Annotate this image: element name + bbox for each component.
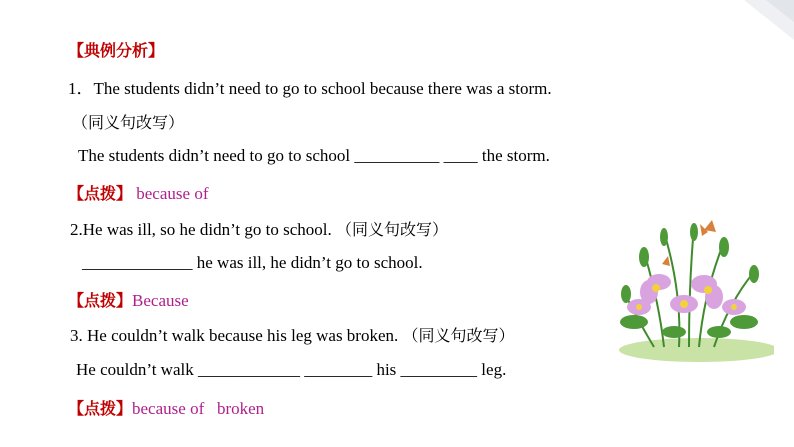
tip-answer: because of broken: [132, 399, 265, 418]
question-2-rewrite: _____________ he was ill, he didn’t go to school.: [82, 253, 423, 272]
question-3: [70, 323, 515, 346]
corner-decoration: [704, 0, 794, 60]
question-2-tip: [68, 288, 189, 311]
question-3-text: 3. He couldn’t walk because his leg was broken.: [70, 326, 403, 345]
tip-label: 【点拨】: [68, 184, 133, 203]
question-1-rewrite: The students didn’t need to go to school __________ ____ the storm.: [78, 146, 550, 165]
tip-answer: Because: [132, 291, 189, 310]
question-3-rewrite: He couldn’t walk ____________ ________ his _________ leg.: [76, 360, 507, 379]
question-3-note: （同义句改写）: [402, 326, 515, 345]
question-2: [70, 217, 448, 240]
section-heading: 【典例分析】: [68, 41, 165, 60]
tip-label: 【点拨】: [68, 291, 133, 310]
tip-label: 【点拨】: [68, 399, 133, 418]
tip-answer: because of: [132, 184, 209, 203]
question-1: 1．The students didn’t need to go to school because there was a storm.: [68, 79, 552, 98]
flower-clipart: [604, 212, 774, 362]
question-1-note: （同义句改写）: [72, 113, 185, 132]
question-1-tip: [68, 181, 208, 204]
question-2-note: （同义句改写）: [336, 220, 449, 239]
question-3-tip: [68, 396, 264, 419]
question-2-text: 2.He was ill, so he didn’t go to school.: [70, 220, 336, 239]
